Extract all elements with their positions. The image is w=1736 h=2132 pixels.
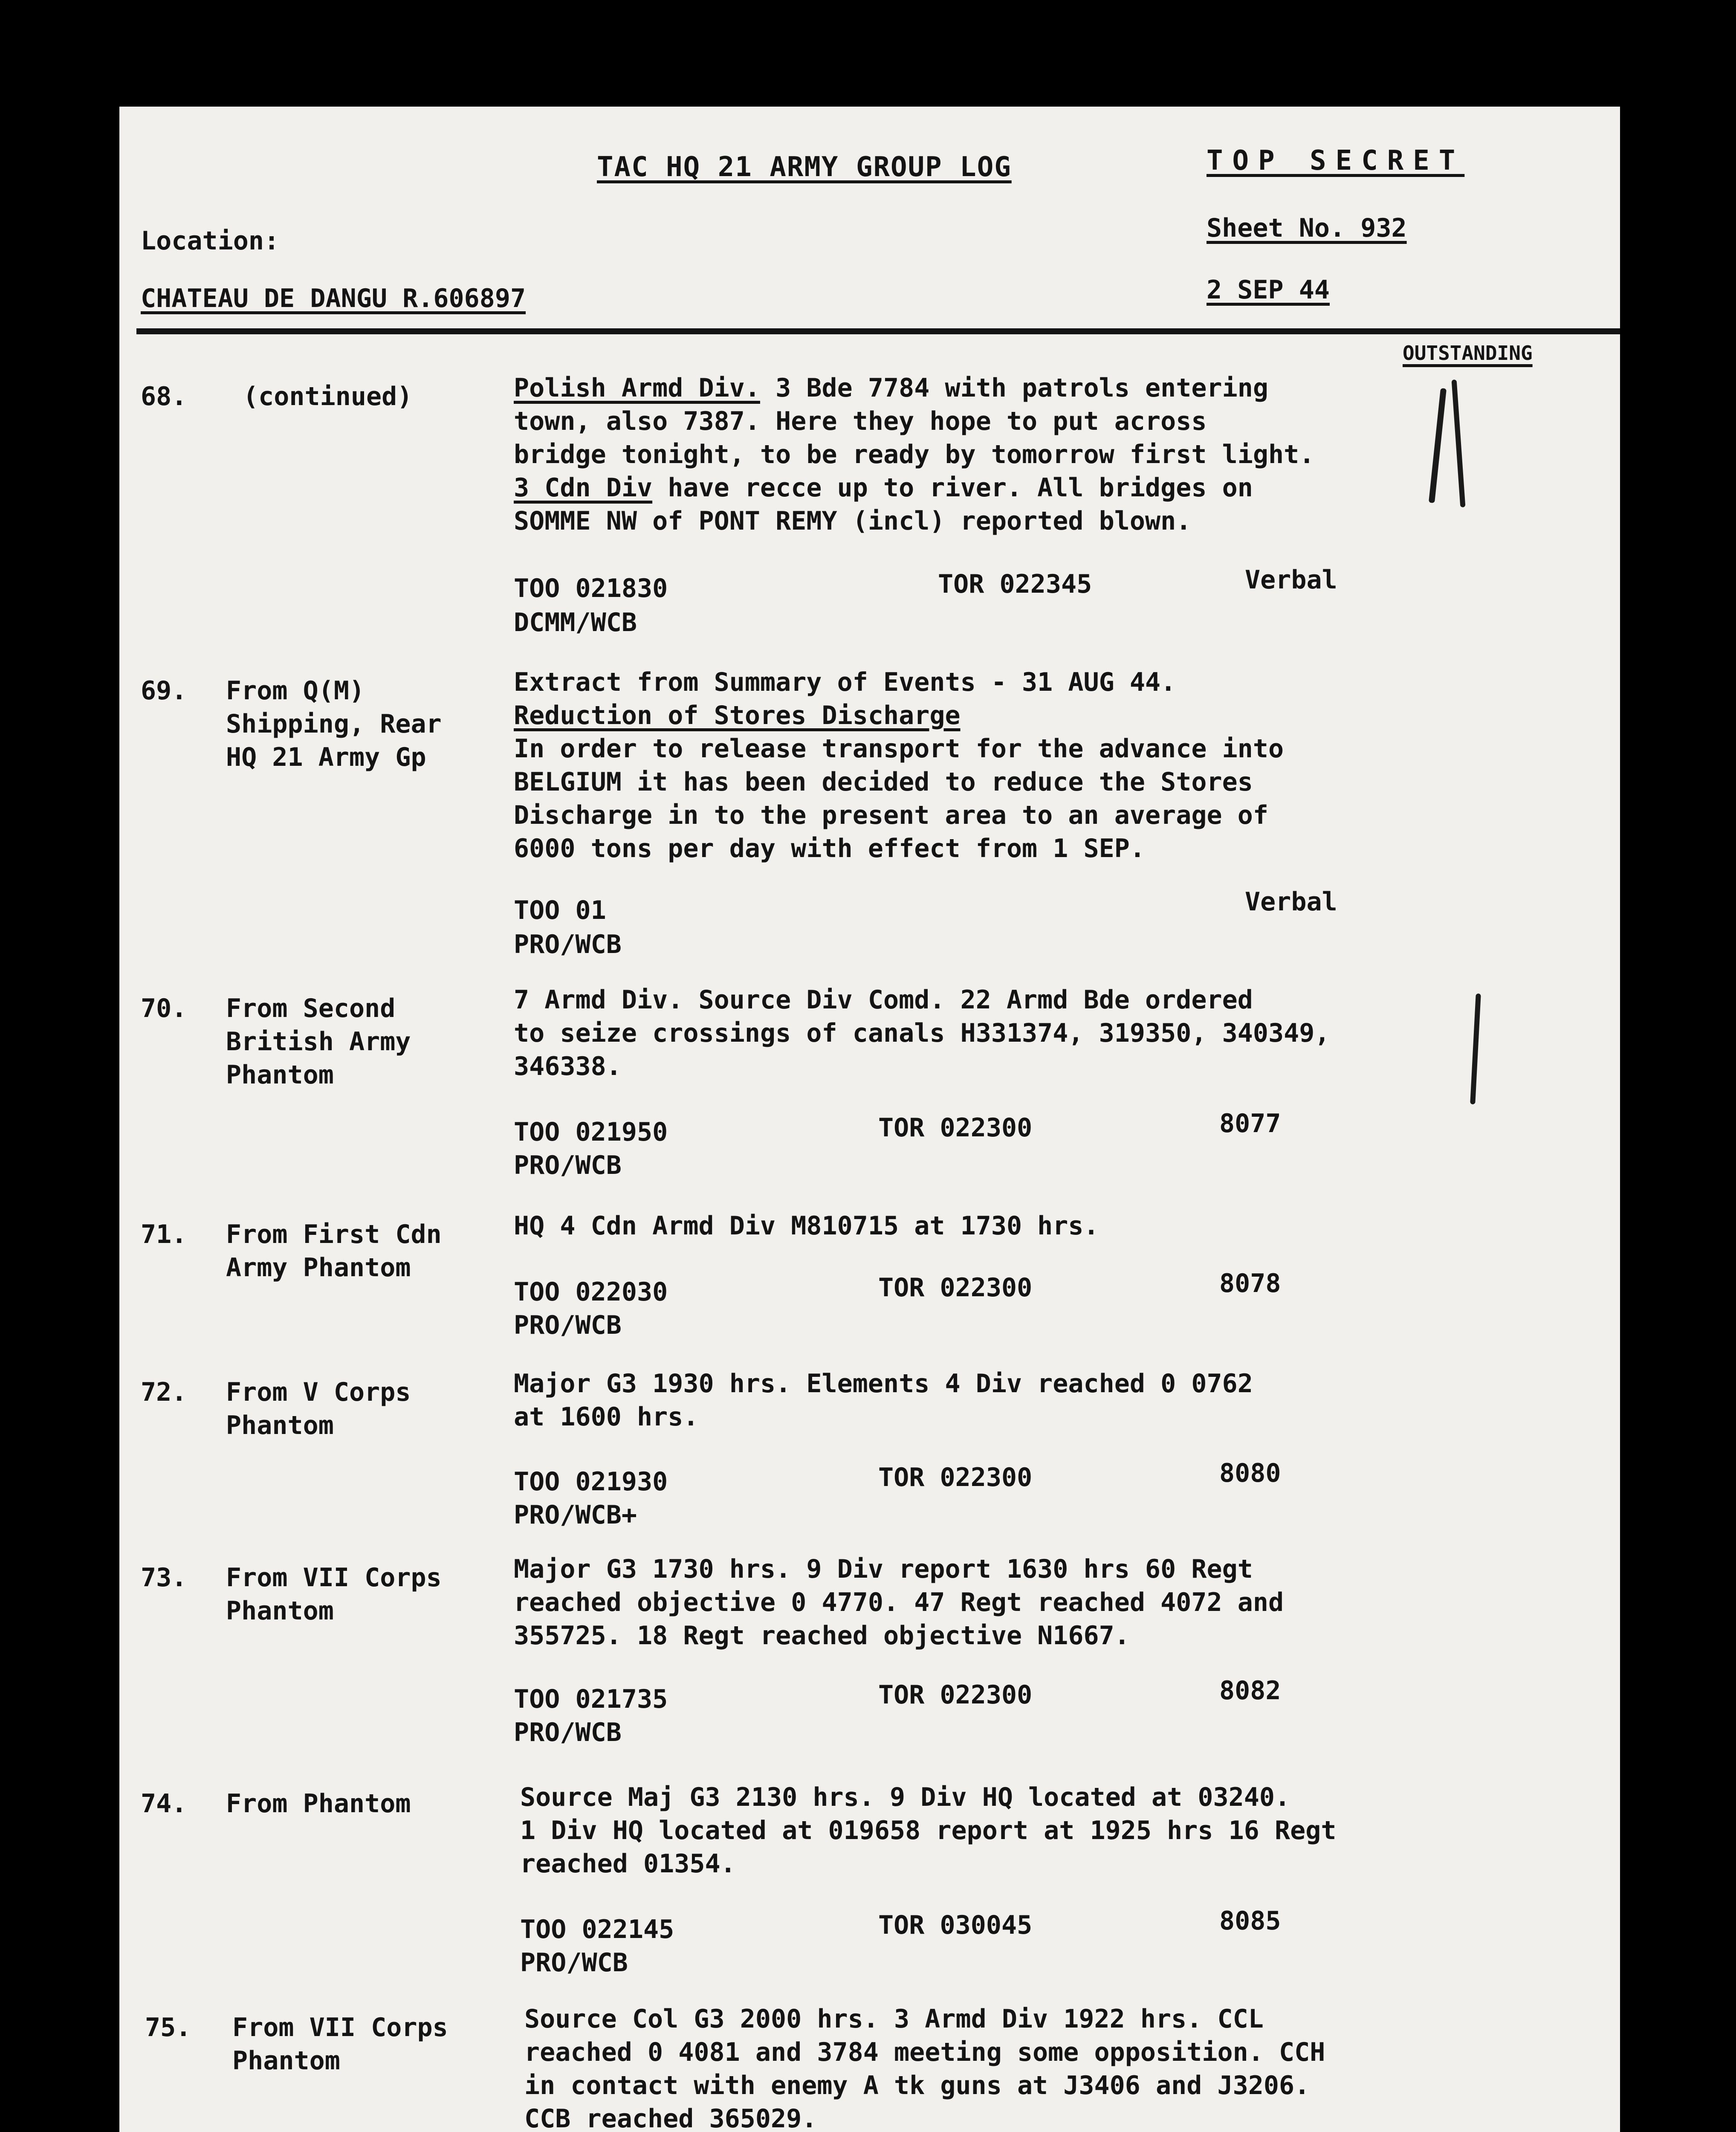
entry-text-line: reached objective 0 4770. 47 Regt reached 4072 and <box>514 1587 1284 1617</box>
entry-number: 75. <box>145 2013 191 2042</box>
entry-text-line <box>514 375 1268 401</box>
entry-text-line: bridge tonight, to be ready by tomorrow first light. <box>514 440 1315 469</box>
signature-initials: PRO/WCB+ <box>514 1500 637 1530</box>
outstanding-tick-mark <box>1470 994 1481 1104</box>
entry-source: From Q(M) <box>226 676 365 706</box>
signature-initials: PRO/WCB <box>514 1150 622 1180</box>
entry-number: 68. <box>141 382 187 411</box>
entry-source: Phantom <box>226 1596 334 1626</box>
entry-text-line: town, also 7387. Here they hope to put across <box>514 406 1207 436</box>
entry-source: From V Corps <box>226 1377 411 1407</box>
time-of-receipt: TOR 022300 <box>878 1463 1033 1492</box>
entry-text-line: in contact with enemy A tk guns at J3406 and J3206. <box>524 2071 1310 2100</box>
signature-initials: DCMM/WCB <box>514 608 637 637</box>
location-value: CHATEAU DE DANGU R.606897 <box>141 284 526 313</box>
entry-source: From Second <box>226 994 396 1023</box>
entry-number: 70. <box>141 994 187 1023</box>
entry-text-line: Source Col G3 2000 hrs. 3 Armd Div 1922 hrs. CCL <box>524 2004 1264 2034</box>
entry-text-line: at 1600 hrs. <box>514 1402 699 1432</box>
location-label: Location: <box>141 226 280 256</box>
time-of-origin: TOO 022030 <box>514 1277 668 1307</box>
entry-number: 73. <box>141 1563 187 1593</box>
time-of-origin: TOO 021830 <box>514 574 668 603</box>
entry-source: From First Cdn <box>226 1220 442 1249</box>
time-of-origin: TOO 021930 <box>514 1467 668 1497</box>
signature-initials: PRO/WCB <box>514 1310 622 1340</box>
entry-text-line: In order to release transport for the advance into <box>514 734 1284 764</box>
entry-source: From Phantom <box>226 1789 411 1819</box>
entry-subheading: Reduction of Stores Discharge <box>514 701 961 730</box>
message-reference: 8078 <box>1219 1269 1281 1298</box>
signature-initials: PRO/WCB <box>520 1948 628 1978</box>
time-of-origin: TOO 021735 <box>514 1684 668 1714</box>
entry-text-line: 7 Armd Div. Source Div Comd. 22 Armd Bde ordered <box>514 985 1253 1015</box>
entry-source: Phantom <box>226 1060 334 1090</box>
message-reference: 8077 <box>1219 1109 1281 1138</box>
entry-text-line: HQ 4 Cdn Armd Div M810715 at 1730 hrs. <box>514 1211 1099 1241</box>
entry-text-line: Major G3 1730 hrs. 9 Div report 1630 hrs 60 Regt <box>514 1554 1253 1584</box>
entry-text-line <box>514 475 1253 501</box>
entry-text-line: reached 0 4081 and 3784 meeting some opposition. CCH <box>524 2037 1325 2067</box>
entry-text-line: Major G3 1930 hrs. Elements 4 Div reached 0 0762 <box>514 1369 1253 1399</box>
entry-text-line: 346338. <box>514 1052 622 1081</box>
unit-name-underlined: 3 Cdn Div <box>514 473 653 503</box>
entry-number: 72. <box>141 1377 187 1407</box>
entry-text-line: Extract from Summary of Events - 31 AUG 44. <box>514 667 1176 697</box>
entry-text-line: BELGIUM it has been decided to reduce the Stores <box>514 767 1253 797</box>
message-reference: 8082 <box>1219 1676 1281 1706</box>
outstanding-tick-mark <box>1452 379 1466 507</box>
entry-text-line: 1 Div HQ located at 019658 report at 1925 hrs 16 Regt <box>520 1816 1337 1845</box>
entry-source: Phantom <box>226 1411 334 1440</box>
entry-number: 74. <box>141 1789 187 1819</box>
document-title: TAC HQ 21 ARMY GROUP LOG <box>597 151 1012 183</box>
message-reference: 8080 <box>1219 1458 1281 1488</box>
entry-number: 69. <box>141 676 187 706</box>
signature-initials: PRO/WCB <box>514 930 622 959</box>
entry-source: From VII Corps <box>226 1563 442 1593</box>
unit-name-underlined: Polish Armd Div. <box>514 373 760 403</box>
entry-number: 71. <box>141 1220 187 1249</box>
entry-text-line: SOMME NW of PONT REMY (incl) reported blown. <box>514 506 1192 536</box>
time-of-receipt: TOR 022300 <box>878 1113 1033 1143</box>
entry-text-line: CCB reached 365029. <box>524 2104 817 2132</box>
signature-initials: PRO/WCB <box>514 1718 622 1747</box>
entry-text-line: to seize crossings of canals H331374, 319350, 340349, <box>514 1018 1330 1048</box>
sheet-number: Sheet No. 932 <box>1207 213 1407 243</box>
time-of-receipt: TOR 022300 <box>878 1273 1033 1303</box>
entry-source: (continued) <box>243 382 413 411</box>
entry-source: Phantom <box>232 2046 340 2076</box>
time-of-receipt: TOR 030045 <box>878 1910 1033 1940</box>
outstanding-column-header: OUTSTANDING <box>1403 342 1533 365</box>
header-rule <box>136 328 1620 334</box>
entry-text-line: Discharge in to the present area to an average of <box>514 800 1269 830</box>
classification-stamp: TOP SECRET <box>1207 145 1465 177</box>
message-reference: Verbal <box>1245 887 1337 917</box>
time-of-origin: TOO 021950 <box>514 1117 668 1147</box>
outstanding-tick-mark <box>1429 388 1447 503</box>
time-of-receipt: TOR 022345 <box>938 569 1092 599</box>
entry-source: Shipping, Rear <box>226 709 442 739</box>
entry-text-line: Source Maj G3 2130 hrs. 9 Div HQ located at 03240. <box>520 1782 1290 1812</box>
time-of-origin: TOO 01 <box>514 895 606 925</box>
entry-source: British Army <box>226 1027 411 1057</box>
message-reference: 8085 <box>1219 1906 1281 1936</box>
entry-text-line: reached 01354. <box>520 1849 736 1879</box>
entry-text-line: 6000 tons per day with effect from 1 SEP. <box>514 834 1146 863</box>
log-sheet <box>119 107 1620 2132</box>
entry-source: Army Phantom <box>226 1253 411 1283</box>
entry-text-rest: 3 Bde 7784 with patrols entering <box>760 373 1269 403</box>
entry-text-line: 355725. 18 Regt reached objective N1667. <box>514 1621 1130 1651</box>
time-of-receipt: TOR 022300 <box>878 1680 1033 1710</box>
message-reference: Verbal <box>1245 565 1337 595</box>
log-date: 2 SEP 44 <box>1207 275 1330 305</box>
entry-text-rest: have recce up to river. All bridges on <box>652 473 1253 503</box>
entry-source: HQ 21 Army Gp <box>226 742 426 772</box>
time-of-origin: TOO 022145 <box>520 1915 674 1944</box>
entry-source: From VII Corps <box>232 2013 448 2042</box>
